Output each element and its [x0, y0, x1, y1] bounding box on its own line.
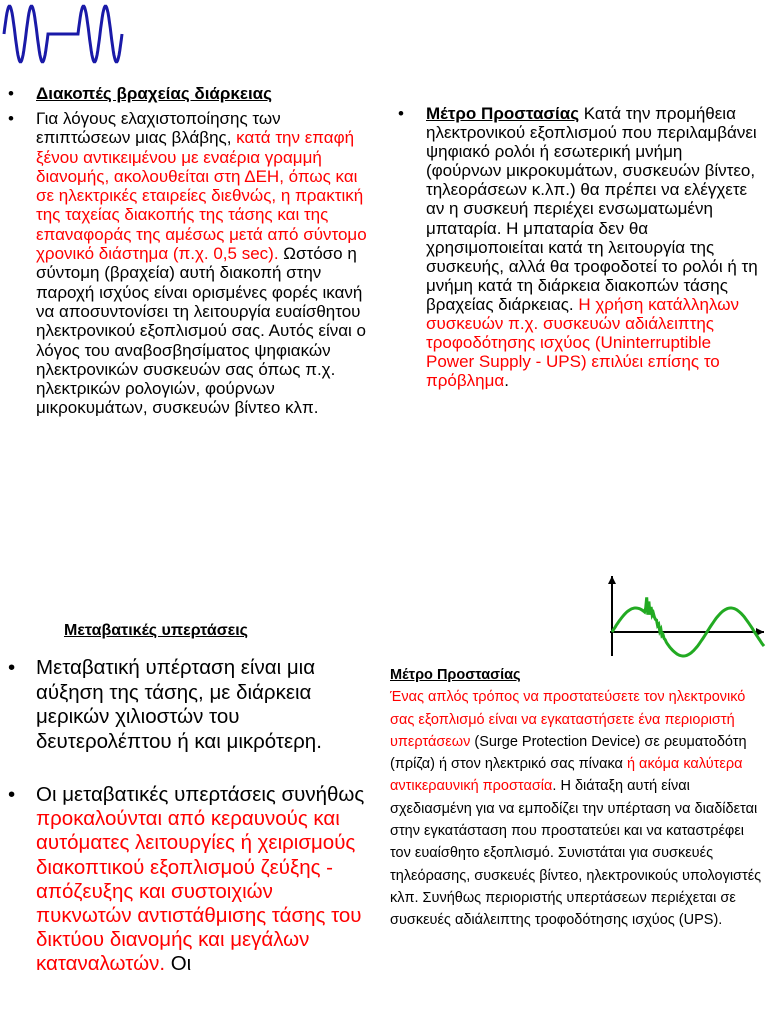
paragraph-text: . Η διάταξη αυτή είναι σχεδιασμένη για να εμποδίζει την υπέρταση να διαδίδεται στην εγκατάσταση που προστατεύει και να καταστρέφει τον ευαίσθητο εξοπλισμό. Συνιστάται για συσκευές τηλεόρασης, συσκευές βίντεο, ηλεκτρονικούς υπολογιστές κλπ. Συνήθως περιοριστής υπερτάσεων περιέχεται σε συσκευές αδιάλειπτης τροφοδότησης ισχύος (UPS).: [390, 778, 762, 929]
protection-measure-paragraph: [398, 104, 763, 390]
surge-waveform-line: [612, 597, 764, 656]
bullet-short-interruptions-heading: [8, 84, 378, 103]
protection-measure-heading: Μέτρο Προστασίας: [426, 104, 580, 123]
surge-protection-block: [390, 664, 764, 932]
transient-causes-item: [8, 783, 368, 977]
surge-protection-heading: Μέτρο Προστασίας: [390, 667, 521, 683]
bullet-marker: •: [8, 109, 14, 128]
paragraph-text: (Surge Protection Device) σε ρευματοδότη (πρίζα) ή στον ηλεκτρικό σας πίνακα: [390, 733, 747, 773]
paragraph-text: Κατά την προμήθεια ηλεκτρονικού εξοπλισμού που περιλαμβάνει ψηφιακό ρολόι ή εσωτερική μνήμη (φούρνων μικροκυμάτων, συσκευών βίντεο, τηλεοράσεων κ.λπ.) θα πρέπει να ελέγχετε αν η συσκευή περιέχει ενσωματωμένη μπαταρία. Η μπαταρία δεν θα χρησιμοποιείται κατά τη λειτουργία της συσκευής, αλλά θα τροφοδοτεί το ρολόι ή τη μνήμη κατά τη διάρκεια διακοπών τάσης βραχείας διάρκειας.: [426, 104, 758, 314]
interruption-waveform-icon: [0, 0, 160, 72]
bullet-marker: •: [8, 84, 14, 103]
surge-waveform-icon: [600, 572, 768, 664]
waveform-y-arrow: [608, 576, 616, 584]
bullet-marker: •: [8, 656, 16, 679]
paragraph-highlight: προκαλούνται από κεραυνούς και αυτόματες λειτουργίες ή χειρισμούς διακοπτικού εξοπλισμού ζεύξης - απόζευξης και συστοιχιών πυκνωτών αντιστάθμισης τάσης του δικτύου διανομής και μεγάλων καταναλωτών.: [36, 807, 362, 976]
short-interruptions-heading: Διακοπές βραχείας διάρκειας: [36, 84, 272, 103]
paragraph-highlight: Η χρήση κατάλληλων συσκευών π.χ. συσκευών αδιάλειπτης τροφοδότησης ισχύος (Uninterruptible Power Supply - UPS) επιλύει επίσης το πρόβλημα: [426, 294, 739, 391]
paragraph-text: Οι μεταβατικές υπερτάσεις συνήθως: [36, 783, 365, 806]
paragraph-highlight: ή ακόμα καλύτερα αντικεραυνική προστασία: [390, 756, 743, 795]
paragraph-highlight: κατά την επαφή ξένου αντικειμένου με εναέρια γραμμή διανομής, ακολουθείται στη ΔΕΗ, όπως και σε ηλεκτρικές εταιρείες διεθνώς, η πρακτική της ταχείας διακοπής της τάσης και της επαναφοράς της αμέσως μετά από σύντομο χρονικό διάστημα (π.χ. 0,5 sec).: [36, 128, 367, 264]
bullet-marker: •: [8, 783, 16, 806]
transient-overvoltages-heading: Μεταβατικές υπερτάσεις: [64, 622, 248, 639]
paragraph-highlight: Ένας απλός τρόπος να προστατεύσετε τον ηλεκτρονικό σας εξοπλισμό είναι να εγκαταστήσετε ένα περιοριστή υπερτάσεων: [390, 689, 746, 750]
transient-definition-text: Μεταβατική υπέρταση είναι μια αύξηση της τάσης, με διάρκεια μερικών χιλιοστών του δευτερολέπτου ή και μικρότερη.: [36, 656, 322, 753]
transient-definition-item: [8, 656, 368, 754]
paragraph-text: .: [504, 371, 509, 391]
paragraph-text: Για λόγους ελαχιστοποίησης των επιπτώσεων μιας βλάβης,: [36, 109, 281, 148]
paragraph-text: Οι: [165, 952, 192, 976]
bullet-marker: •: [398, 104, 404, 123]
short-interruptions-paragraph: [8, 109, 378, 418]
paragraph-text: Ωστόσο η σύντομη (βραχεία) αυτή διακοπή στην παροχή ισχύος είναι ορισμένες φορές ικανή να αποσυντονίσει τη λειτουργία ευαίσθητου ηλεκτρονικού εξοπλισμού σας. Αυτός είναι ο λόγος του αναβοσβησίματος ψηφιακών ηλεκτρονικών συσκευών σας όπως π.χ. ηλεκτρικών ρολογιών, φούρνων μικροκυμάτων, συσκευών βίντεο κλπ.: [36, 244, 367, 418]
